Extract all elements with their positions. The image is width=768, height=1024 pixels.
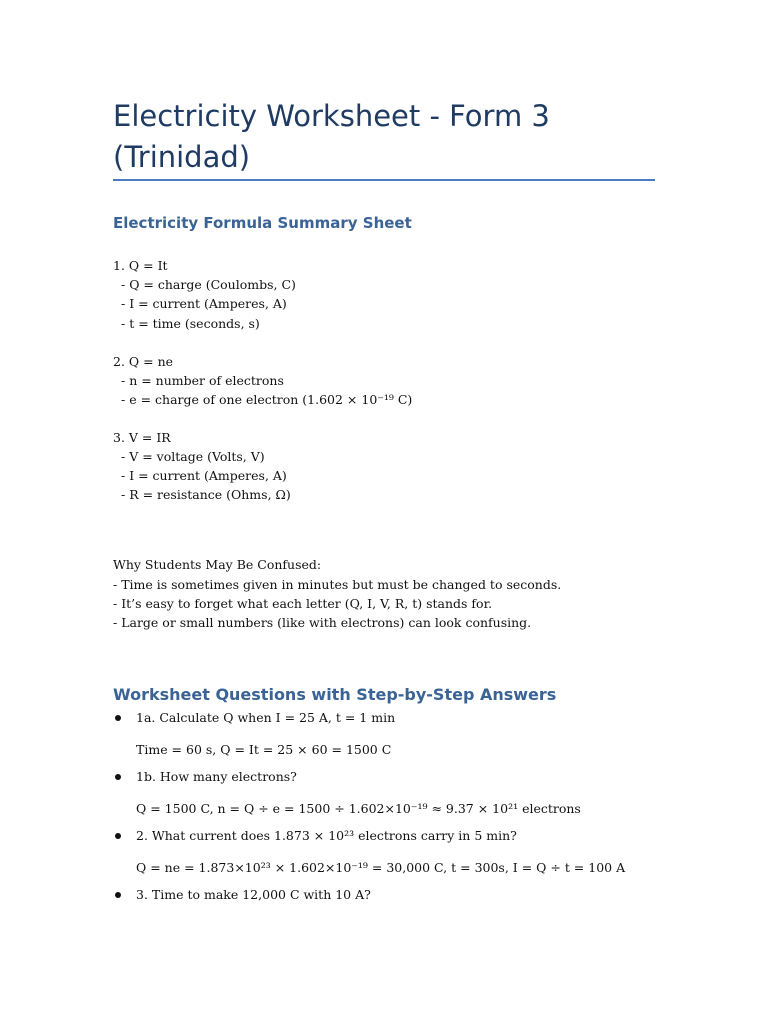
bullet-icon: [115, 715, 121, 721]
confusion-heading: Why Students May Be Confused:: [113, 557, 322, 572]
confusion-item: - It’s easy to forget what each letter (Q, I, V, R, t) stands for.: [113, 596, 493, 611]
bullet-icon: [115, 774, 121, 780]
bullet-icon: [115, 833, 121, 839]
confusion-item: - Large or small numbers (like with electrons) can look confusing.: [113, 615, 532, 630]
question-3: 3. Time to make 12,000 C with 10 A?: [136, 887, 371, 902]
formula-3-item: - I = current (Amperes, A): [121, 468, 287, 483]
formula-1-header: 1. Q = It: [113, 258, 168, 273]
bullet-icon: [115, 892, 121, 898]
formula-2-header: 2. Q = ne: [113, 354, 174, 369]
title-underline: [113, 179, 655, 181]
formula-1-item: - t = time (seconds, s): [121, 316, 260, 331]
question-1b: 1b. How many electrons?: [136, 769, 297, 784]
formula-3-item: - R = resistance (Ohms, Ω): [121, 487, 291, 502]
document-title: Electricity Worksheet - Form 3 (Trinidad): [113, 99, 550, 174]
question-1a: 1a. Calculate Q when I = 25 A, t = 1 min: [136, 710, 396, 725]
formula-2-item: - n = number of electrons: [121, 373, 284, 388]
answer-1a: Time = 60 s, Q = It = 25 × 60 = 1500 C: [136, 742, 392, 757]
answer-1b: Q = 1500 C, n = Q ÷ e = 1500 ÷ 1.602×10⁻¹⁹ ≈ 9.37 × 10²¹ electrons: [136, 801, 581, 816]
formula-3-header: 3. V = IR: [113, 430, 171, 445]
formula-summary-heading: Electricity Formula Summary Sheet: [113, 214, 412, 232]
answer-2: Q = ne = 1.873×10²³ × 1.602×10⁻¹⁹ = 30,000 C, t = 300s, I = Q ÷ t = 100 A: [136, 860, 626, 875]
formula-2-item: - e = charge of one electron (1.602 × 10⁻¹⁹ C): [121, 392, 413, 407]
confusion-item: - Time is sometimes given in minutes but must be changed to seconds.: [113, 577, 562, 592]
formula-1-item: - I = current (Amperes, A): [121, 296, 287, 311]
formula-3-item: - V = voltage (Volts, V): [121, 449, 265, 464]
worksheet-questions-heading: Worksheet Questions with Step-by-Step Answers: [113, 685, 557, 704]
formula-1-item: - Q = charge (Coulombs, C): [121, 277, 296, 292]
question-2: 2. What current does 1.873 × 10²³ electrons carry in 5 min?: [136, 828, 517, 843]
